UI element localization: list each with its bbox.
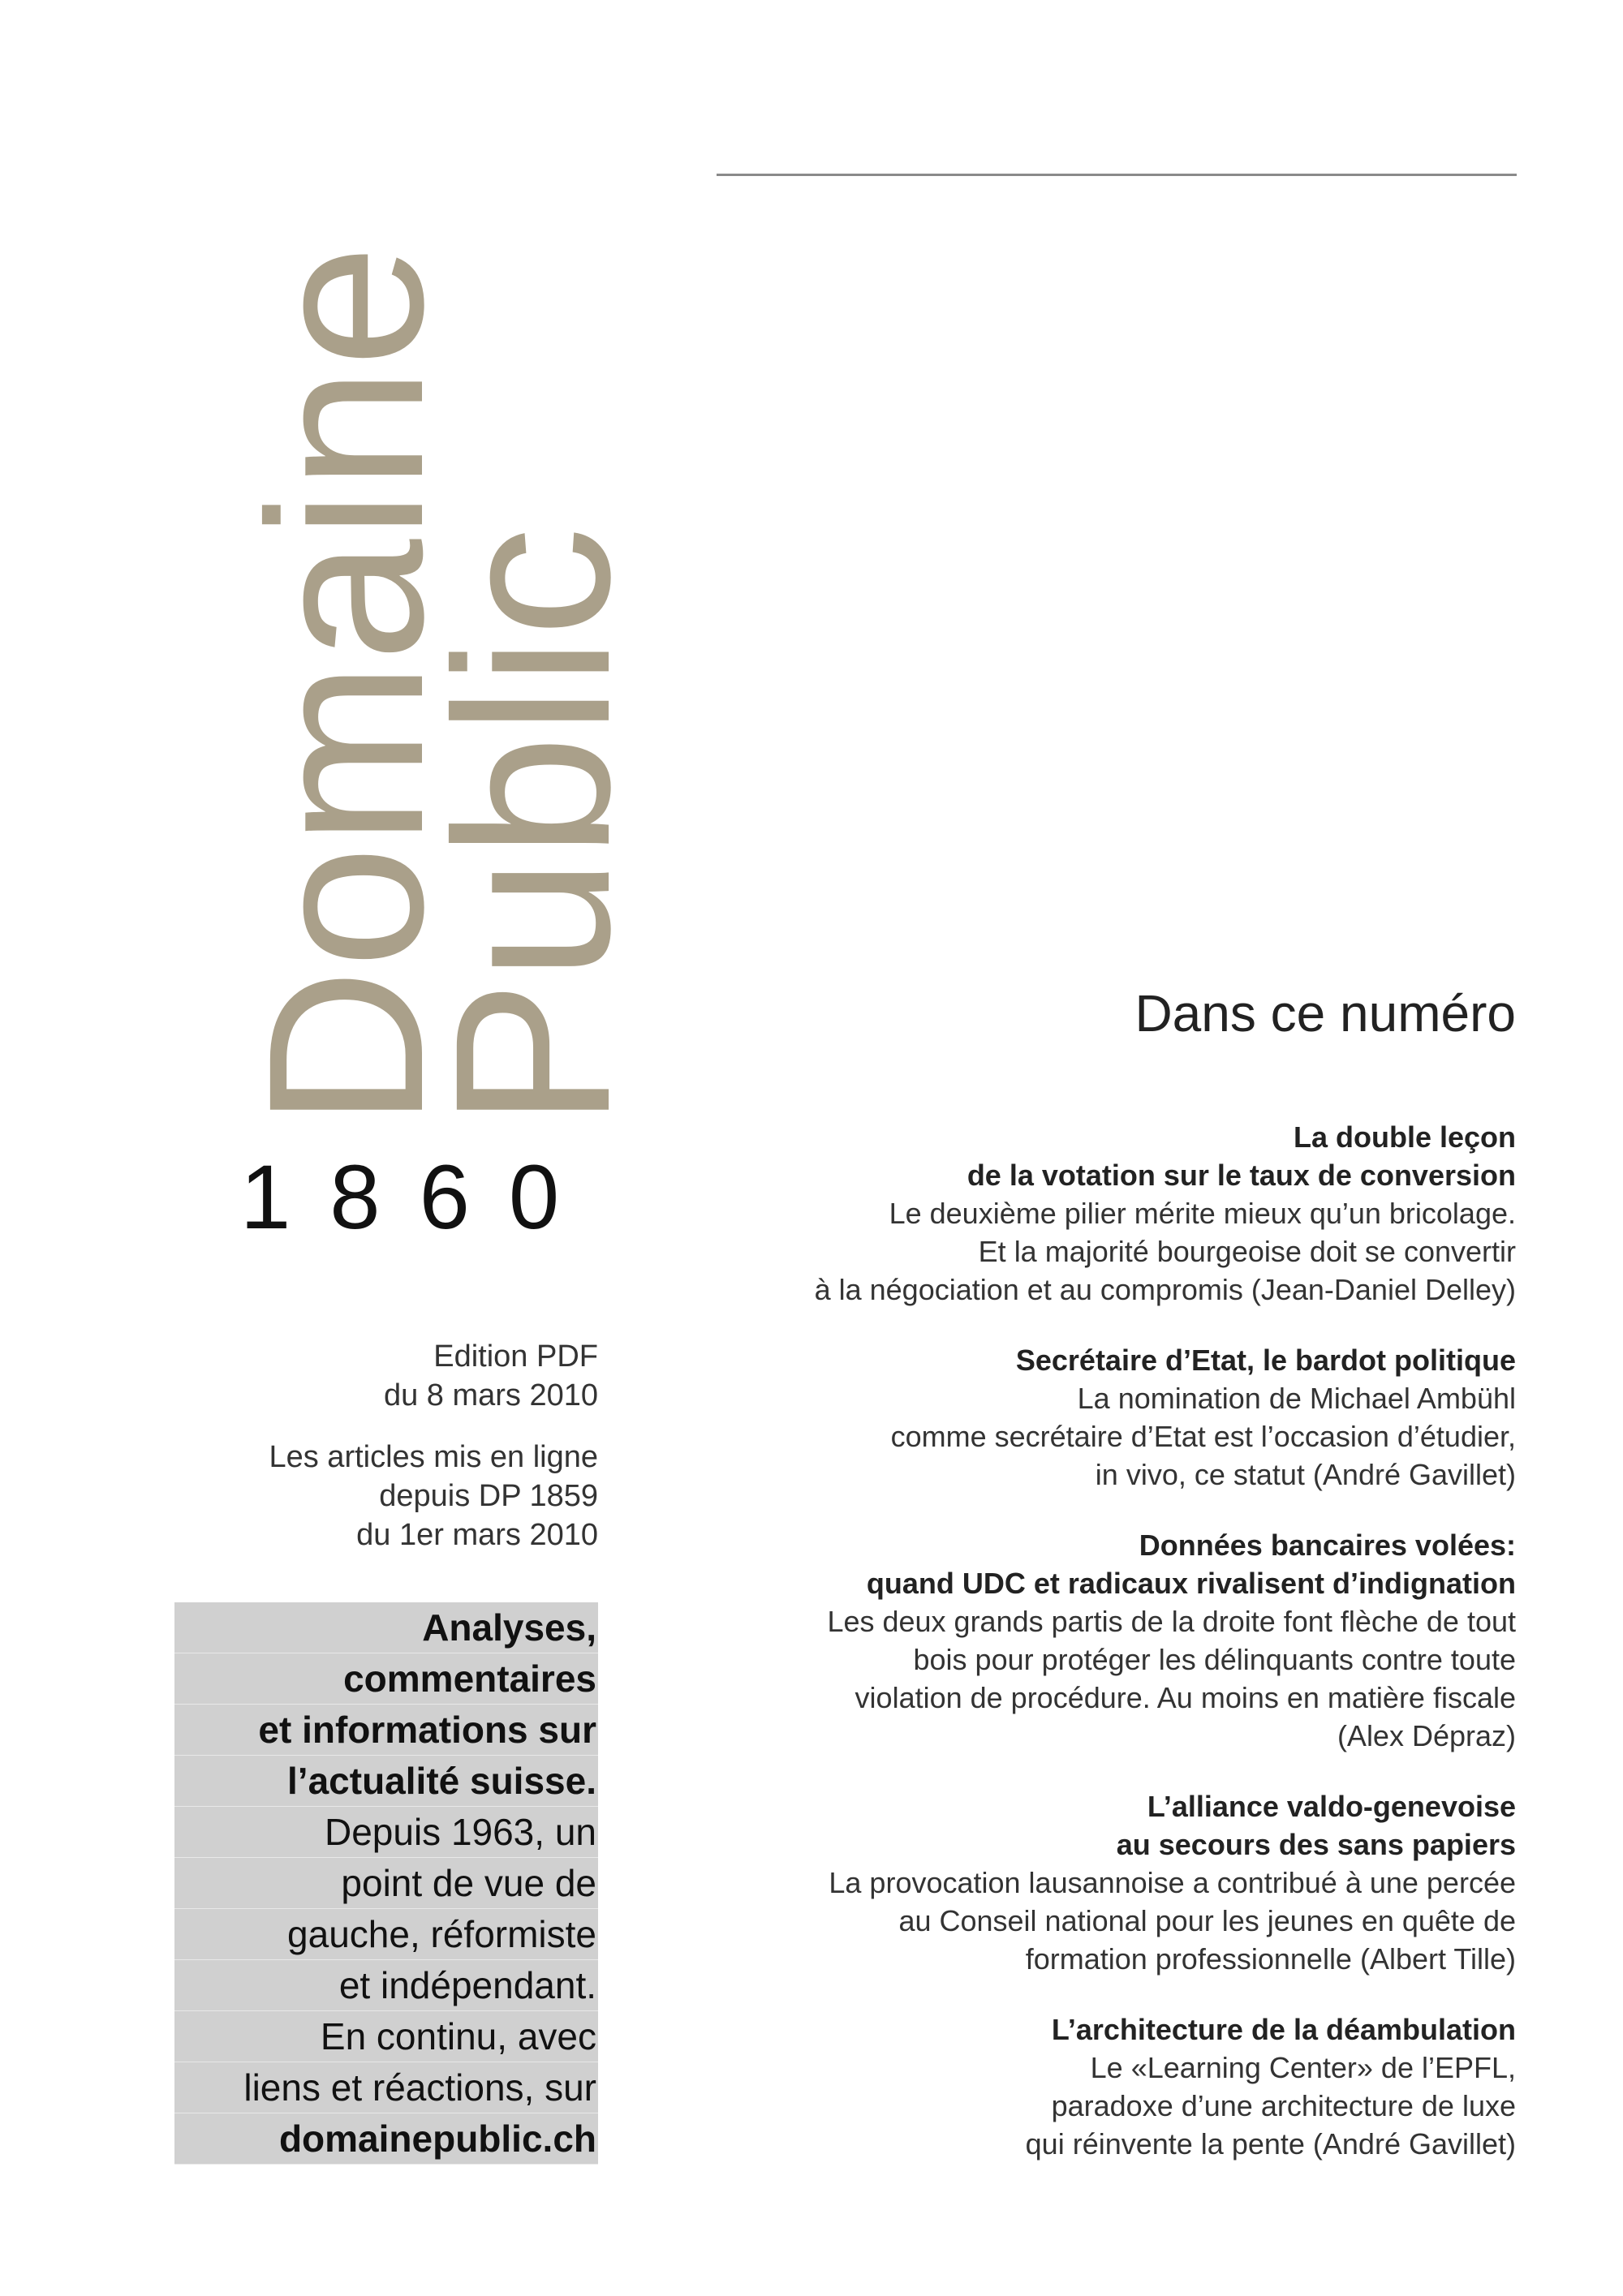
toc-entry[interactable]: [704, 1787, 1516, 1978]
toc-entry-description: La nomination de Michael Ambühl: [1077, 1382, 1516, 1415]
table-of-contents: [704, 1118, 1516, 2195]
edition-info: [269, 1337, 598, 1554]
website-link[interactable]: domainepublic.ch: [174, 2113, 598, 2165]
toc-entry-description: à la négociation et au compromis (Jean-Daniel Delley): [814, 1273, 1516, 1306]
toc-entry-description: Et la majorité bourgeoise doit se convertir: [978, 1235, 1516, 1268]
toc-entry[interactable]: [704, 2010, 1516, 2163]
edition-since-date: du 1er mars 2010: [356, 1518, 598, 1552]
promo-line: En continu, avec: [174, 2011, 598, 2062]
promo-line: commentaires: [174, 1653, 598, 1705]
toc-entry[interactable]: [704, 1118, 1516, 1309]
edition-since-issue: depuis DP 1859: [379, 1479, 598, 1513]
toc-entry-description: Le deuxième pilier mérite mieux qu’un bricolage.: [889, 1197, 1516, 1230]
promo-line: Depuis 1963, un: [174, 1807, 598, 1858]
toc-entry-description: formation professionnelle (Albert Tille): [1025, 1942, 1516, 1976]
promo-line: Analyses,: [174, 1602, 598, 1653]
toc-entry-title[interactable]: de la votation sur le taux de conversion: [966, 1159, 1516, 1192]
toc-entry-title[interactable]: Secrétaire d’Etat, le bardot politique: [1015, 1344, 1516, 1377]
toc-entry-description: Le «Learning Center» de l’EPFL,: [1090, 2051, 1516, 2084]
toc-entry[interactable]: [704, 1341, 1516, 1494]
toc-entry-description: La provocation lausannoise a contribué à une percée: [829, 1866, 1516, 1899]
promo-line: et informations sur: [174, 1705, 598, 1756]
toc-entry-title[interactable]: au secours des sans papiers: [1116, 1828, 1516, 1861]
toc-heading: Dans ce numéro: [1134, 984, 1516, 1043]
promo-line: liens et réactions, sur: [174, 2062, 598, 2113]
toc-entry-description: (Alex Dépraz): [1337, 1719, 1516, 1752]
top-rule: [717, 174, 1517, 176]
promo-line: l’actualité suisse.: [174, 1756, 598, 1807]
edition-type: Edition PDF: [433, 1339, 598, 1374]
toc-entry-description: Les deux grands partis de la droite font flèche de tout: [827, 1605, 1516, 1638]
promo-line: gauche, réformiste: [174, 1909, 598, 1960]
issue-number: 1860: [240, 1146, 599, 1248]
toc-entry[interactable]: [704, 1526, 1516, 1755]
masthead-domaine: Domaine: [222, 244, 469, 1128]
toc-entry-description: in vivo, ce statut (André Gavillet): [1095, 1458, 1516, 1491]
masthead-public: Public: [409, 527, 656, 1128]
toc-entry-description: violation de procédure. Au moins en matière fiscale: [855, 1681, 1516, 1714]
promo-line: et indépendant.: [174, 1960, 598, 2011]
edition-date: du 8 mars 2010: [383, 1378, 598, 1412]
toc-entry-description: au Conseil national pour les jeunes en quête de: [898, 1904, 1516, 1937]
edition-articles-note: Les articles mis en ligne: [269, 1440, 598, 1474]
promo-box: [174, 1602, 598, 2165]
toc-entry-description: paradoxe d’une architecture de luxe: [1051, 2089, 1516, 2122]
toc-entry-title[interactable]: L’architecture de la déambulation: [1051, 2013, 1516, 2046]
toc-entry-description: qui réinvente la pente (André Gavillet): [1025, 2127, 1516, 2161]
toc-entry-title[interactable]: quand UDC et radicaux rivalisent d’indignation: [866, 1567, 1516, 1600]
toc-entry-title[interactable]: L’alliance valdo-genevoise: [1147, 1790, 1516, 1823]
toc-entry-title[interactable]: Données bancaires volées:: [1139, 1529, 1516, 1562]
toc-entry-description: bois pour protéger les délinquants contre toute: [913, 1643, 1516, 1676]
promo-line: point de vue de: [174, 1858, 598, 1909]
toc-entry-title[interactable]: La double leçon: [1293, 1120, 1516, 1154]
toc-entry-description: comme secrétaire d’Etat est l’occasion d’étudier,: [890, 1420, 1516, 1453]
